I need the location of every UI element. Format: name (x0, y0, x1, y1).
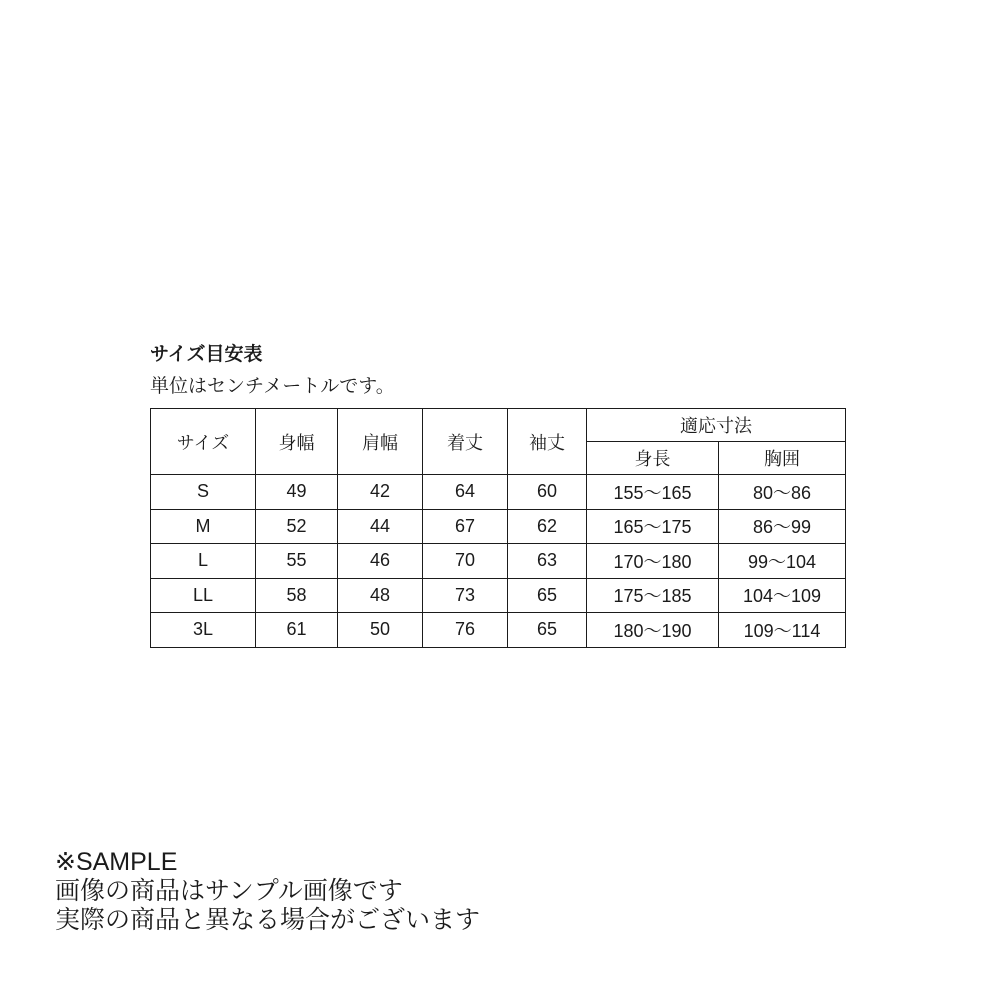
cell-body-width: 52 (256, 509, 338, 544)
cell-sleeve-length: 65 (508, 578, 587, 613)
header-row-top (151, 409, 846, 442)
table-row-s (151, 475, 846, 510)
cell-body-width: 61 (256, 613, 338, 648)
cell-height: 170〜180 (587, 544, 719, 579)
table-row-ll (151, 578, 846, 613)
col-header-height: 身長 (587, 442, 719, 475)
sample-note-line: ※SAMPLE (55, 848, 178, 876)
cell-body-width: 49 (256, 475, 338, 510)
cell-shoulder-width: 46 (338, 544, 423, 579)
cell-height: 165〜175 (587, 509, 719, 544)
table-row-l (151, 544, 846, 579)
cell-shoulder-width: 48 (338, 578, 423, 613)
cell-sleeve-length: 62 (508, 509, 587, 544)
sample-note-line: 画像の商品はサンプル画像です (55, 877, 403, 905)
cell-chest: 109〜114 (719, 613, 846, 648)
cell-shoulder-width: 42 (338, 475, 423, 510)
cell-size: S (151, 475, 256, 510)
cell-body-length: 70 (423, 544, 508, 579)
cell-height: 175〜185 (587, 578, 719, 613)
col-header-size: サイズ (151, 409, 256, 475)
cell-size: LL (151, 578, 256, 613)
col-header-shoulder-width: 肩幅 (338, 409, 423, 475)
cell-size: M (151, 509, 256, 544)
cell-chest: 99〜104 (719, 544, 846, 579)
cell-size: 3L (151, 613, 256, 648)
cell-shoulder-width: 50 (338, 613, 423, 648)
cell-chest: 86〜99 (719, 509, 846, 544)
col-header-fit-group: 適応寸法 (587, 409, 846, 442)
col-header-body-length: 着丈 (423, 409, 508, 475)
cell-body-length: 64 (423, 475, 508, 510)
cell-sleeve-length: 65 (508, 613, 587, 648)
cell-shoulder-width: 44 (338, 509, 423, 544)
size-chart-unit-note: 単位はセンチメートルです。 (150, 376, 395, 397)
col-header-sleeve-length: 袖丈 (508, 409, 587, 475)
size-chart-section (150, 345, 850, 648)
cell-size: L (151, 544, 256, 579)
cell-body-length: 67 (423, 509, 508, 544)
table-row-m (151, 509, 846, 544)
cell-chest: 80〜86 (719, 475, 846, 510)
col-header-chest: 胸囲 (719, 442, 846, 475)
col-header-body-width: 身幅 (256, 409, 338, 475)
cell-body-length: 76 (423, 613, 508, 648)
sample-note-line: 実際の商品と異なる場合がございます (55, 906, 481, 934)
cell-body-width: 55 (256, 544, 338, 579)
sample-disclaimer (55, 848, 480, 935)
cell-sleeve-length: 63 (508, 544, 587, 579)
table-row-3l (151, 613, 846, 648)
cell-height: 155〜165 (587, 475, 719, 510)
cell-body-width: 58 (256, 578, 338, 613)
cell-height: 180〜190 (587, 613, 719, 648)
cell-sleeve-length: 60 (508, 475, 587, 510)
cell-chest: 104〜109 (719, 578, 846, 613)
cell-body-length: 73 (423, 578, 508, 613)
size-chart-title: サイズ目安表 (150, 344, 263, 365)
size-chart-table (150, 408, 846, 648)
